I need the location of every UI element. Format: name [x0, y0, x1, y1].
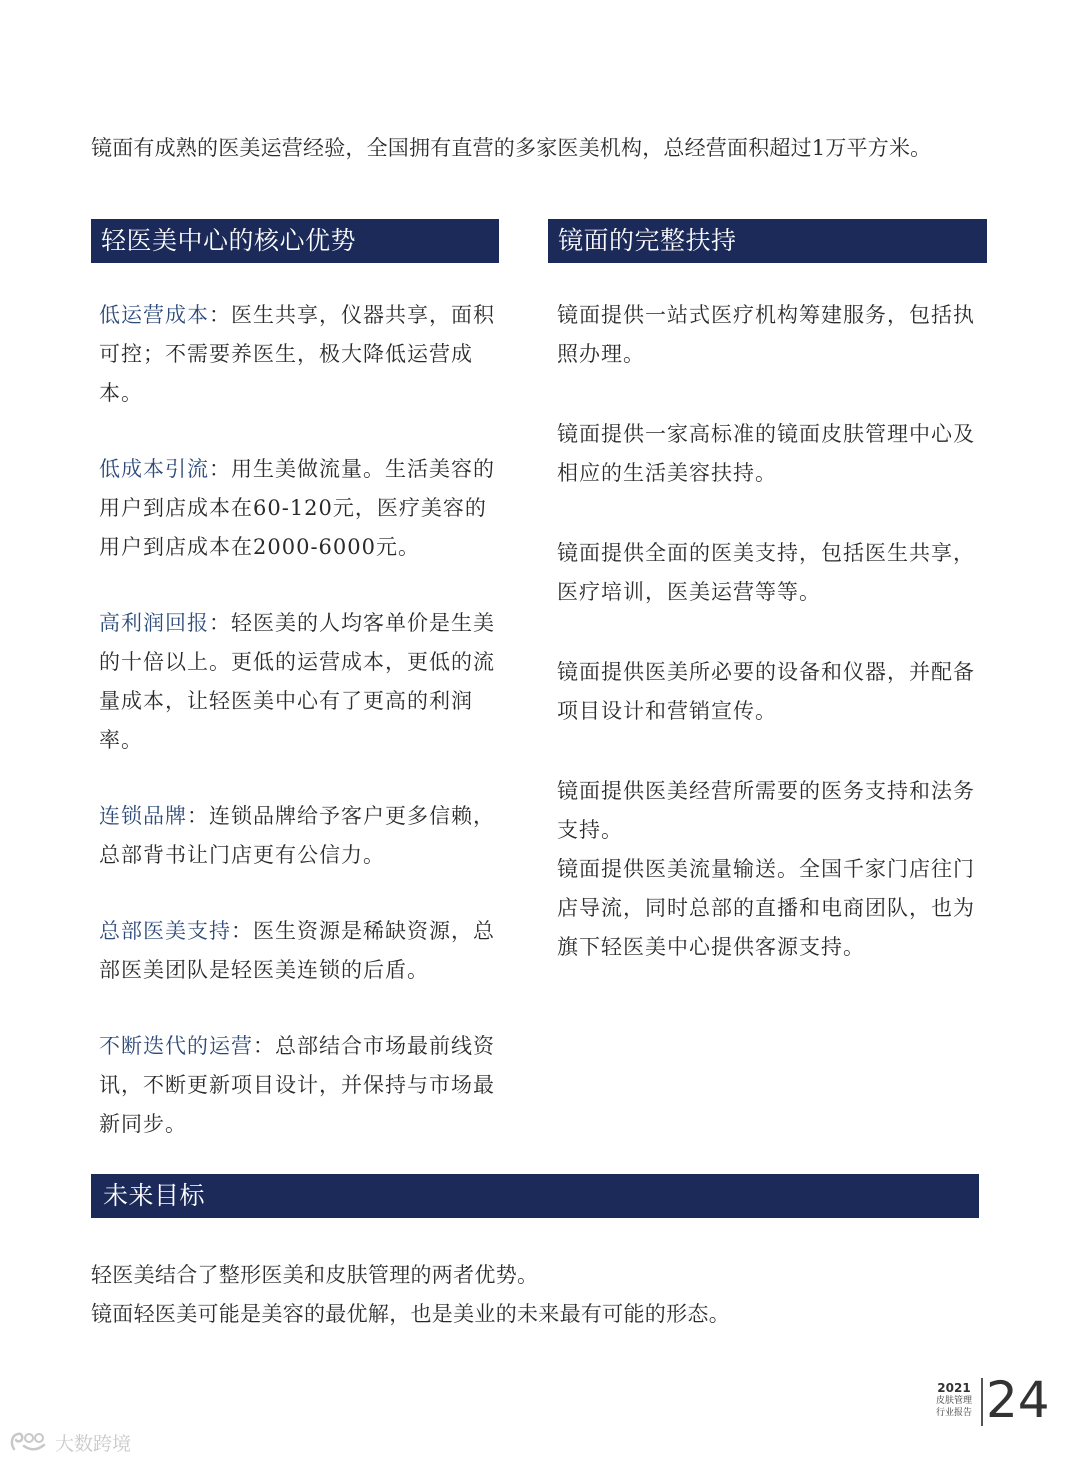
watermark-text: 大数跨境 [55, 1432, 132, 1455]
right-column [557, 296, 987, 967]
advantage-term: 低运营成本 [99, 303, 209, 327]
advantage-text: ：用生美做流量。生活美容的用户到店成本在60-120元，医疗美容的用户到店成本在2000-6000元。 [99, 457, 495, 559]
advantage-term: 高利润回报 [99, 611, 209, 635]
report-line-2: 行业报告 [935, 1408, 972, 1418]
advantage-item [99, 296, 499, 413]
support-item: 镜面提供一站式医疗机构筹建服务，包括执照办理。 [557, 303, 975, 366]
page-footer [930, 1371, 1060, 1436]
watermark [8, 1427, 131, 1457]
future-line: 镜面轻医美可能是美容的最优解，也是美业的未来最有可能的形态。 [91, 1302, 730, 1326]
page-number: 24 [986, 1371, 1050, 1429]
advantage-term: 不断迭代的运营 [99, 1034, 253, 1058]
future-text [91, 1256, 991, 1334]
advantage-term: 低成本引流 [99, 457, 209, 481]
future-section-title: 未来目标 [103, 1181, 206, 1210]
advantage-item [99, 912, 499, 990]
advantage-text: ：连锁品牌给予客户更多信赖，总部背书让门店更有公信力。 [99, 804, 495, 867]
right-section-header [548, 219, 987, 263]
support-item: 镜面提供医美所必要的设备和仪器，并配备项目设计和营销宣传。 [557, 660, 975, 723]
advantage-text: ：医生资源是稀缺资源，总部医美团队是轻医美连锁的后盾。 [99, 919, 495, 982]
footer-divider [981, 1378, 983, 1426]
support-item: 镜面提供全面的医美支持，包括医生共享，医疗培训，医美运营等等。 [557, 541, 975, 604]
advantage-item [99, 450, 499, 567]
advantage-term: 总部医美支持 [99, 919, 231, 943]
advantage-text: ：医生共享，仪器共享，面积可控；不需要养医生，极大降低运营成本。 [99, 303, 495, 405]
advantage-text: ：总部结合市场最前线资讯，不断更新项目设计，并保持与市场最新同步。 [99, 1034, 495, 1136]
report-line-1: 皮肤管理 [935, 1396, 972, 1406]
advantage-item [99, 1027, 499, 1144]
right-section-title: 镜面的完整扶持 [558, 226, 737, 255]
support-item: 镜面提供医美流量输送。全国千家门店往门店导流，同时总部的直播和电商团队，也为旗下轻医美中心提供客源支持。 [557, 857, 975, 959]
advantage-term: 连锁品牌 [99, 804, 187, 828]
intro-text: 镜面有成熟的医美运营经验，全国拥有直营的多家医美机构，总经营面积超过1万平方米。 [91, 136, 932, 160]
left-section-header [91, 219, 499, 263]
advantage-item [99, 797, 499, 875]
left-section-title: 轻医美中心的核心优势 [101, 226, 357, 255]
support-item: 镜面提供医美经营所需要的医务支持和法务支持。 [557, 779, 975, 842]
future-section-header [91, 1174, 979, 1218]
advantage-text: ：轻医美的人均客单价是生美的十倍以上。更低的运营成本，更低的流量成本，让轻医美中心有了更高的利润率。 [99, 611, 495, 752]
advantage-item [99, 604, 499, 760]
left-column [99, 296, 499, 1144]
support-item: 镜面提供一家高标准的镜面皮肤管理中心及相应的生活美容扶持。 [557, 422, 975, 485]
future-line: 轻医美结合了整形医美和皮肤管理的两者优势。 [91, 1263, 539, 1287]
report-label [930, 1381, 978, 1419]
report-year: 2021 [937, 1381, 971, 1395]
watermark-logo-icon [8, 1429, 50, 1455]
